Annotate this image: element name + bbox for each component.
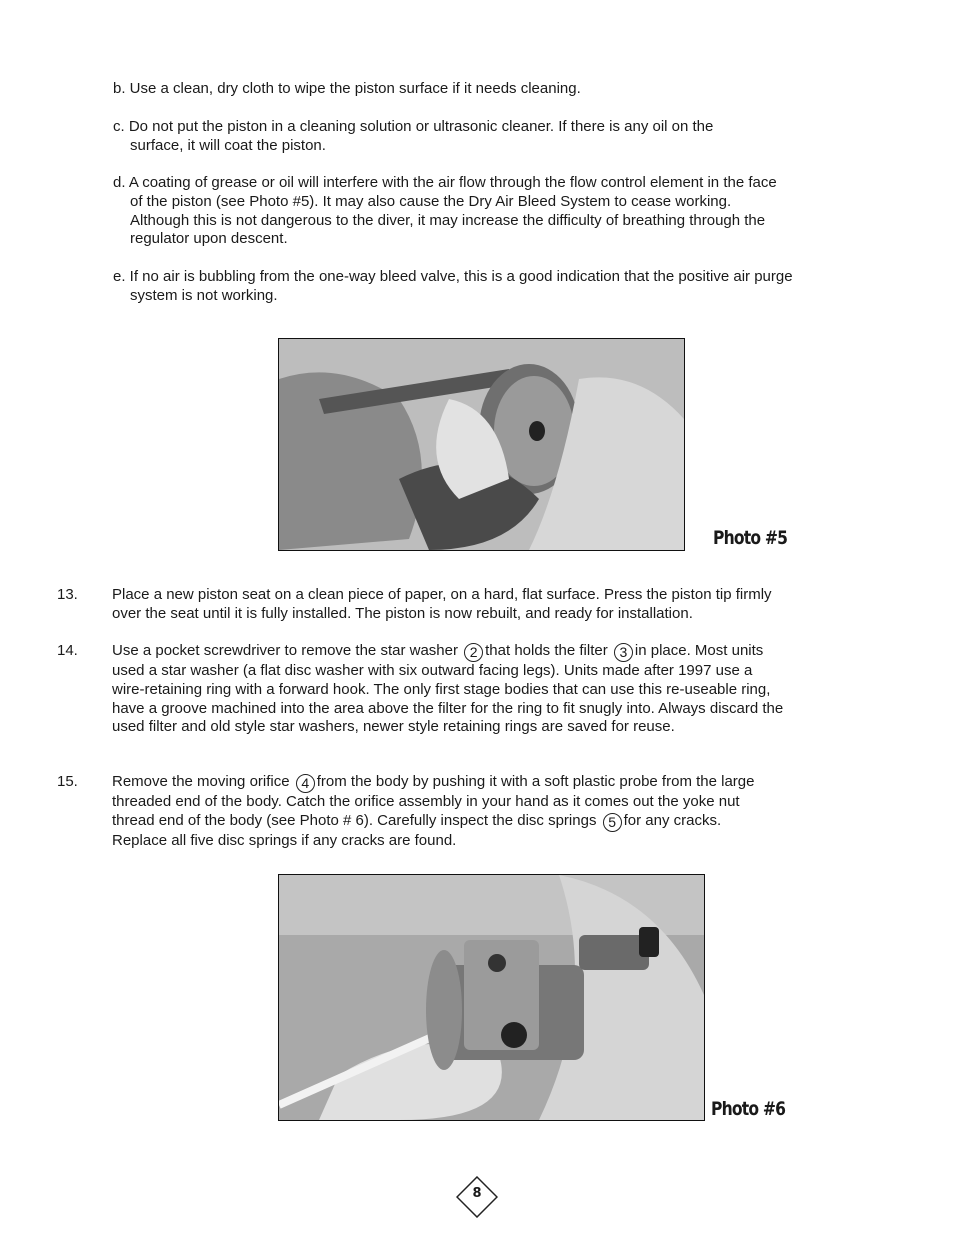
step-14-part-2: that holds the filter bbox=[485, 642, 608, 659]
step-15-number: 15. bbox=[57, 773, 78, 790]
step-15-part-3: for any cracks. Replace all five disc springs if any cracks are found. bbox=[112, 811, 722, 849]
step-14-part-1: Use a pocket screwdriver to remove the star washer bbox=[112, 642, 458, 659]
step-15-part-2: from the body by pushing it with a soft plastic probe from the large threaded end of the body. Catch the orifice assembly in your hand as it comes out the yoke nut thread end of the body (see Photo # 6). Carefully inspect the disc springs bbox=[112, 773, 755, 829]
step-13-number: 13. bbox=[57, 586, 78, 603]
page-number: 8 bbox=[472, 1186, 482, 1201]
instruction-c-text: c. Do not put the piston in a cleaning solution or ultrasonic cleaner. If there is any oil on the surface, it will coat the piston. bbox=[113, 118, 714, 154]
photo-5-caption: Photo #5 bbox=[713, 527, 788, 549]
step-14-part-3: in place. Most units used a star washer (a flat disc washer with six outward facing legs). Units made after 1997 use a wire-retaining ring with a forward hook. The only first stage bodies that can use this re-useable ring, have a groove machined into the area above the filter for the ring to fit snugly into. Always discard the used filter and old style star washers, newer style retaining rings are saved for reuse. bbox=[112, 642, 784, 736]
photo-6-caption: Photo #6 bbox=[711, 1098, 786, 1120]
instruction-c bbox=[113, 118, 733, 156]
photo-5 bbox=[278, 338, 685, 551]
instruction-e bbox=[113, 268, 803, 306]
photo-6 bbox=[278, 874, 705, 1121]
step-14-number: 14. bbox=[57, 642, 78, 659]
step-15-text bbox=[112, 773, 772, 851]
instruction-b bbox=[113, 80, 793, 99]
instruction-b-text: b. Use a clean, dry cloth to wipe the piston surface if it needs cleaning. bbox=[113, 80, 581, 97]
callout-5: 5 bbox=[603, 813, 622, 832]
step-15-part-1: Remove the moving orifice bbox=[112, 773, 290, 790]
callout-4: 4 bbox=[296, 774, 315, 793]
instruction-d bbox=[113, 174, 793, 249]
step-13-text: Place a new piston seat on a clean piece of paper, on a hard, flat surface. Press the piston tip firmly over the seat until it is fully installed. The piston is now rebuilt, and ready for installation. bbox=[112, 586, 772, 622]
photo-5-image bbox=[279, 339, 684, 550]
page-number-badge bbox=[456, 1176, 498, 1218]
instruction-e-text: e. If no air is bubbling from the one-way bleed valve, this is a good indication that the positive air purge system is not working. bbox=[113, 268, 793, 304]
step-14-text bbox=[112, 642, 784, 737]
callout-2: 2 bbox=[464, 643, 483, 662]
photo-6-image bbox=[279, 875, 704, 1120]
callout-3: 3 bbox=[614, 643, 633, 662]
instruction-d-text: d. A coating of grease or oil will interfere with the air flow through the flow control element in the face of the piston (see Photo #5). It may also cause the Dry Air Bleed System to cease working. Although this is not dangerous to the diver, it may increase the difficulty of breathing through the regulator upon descent. bbox=[113, 174, 777, 248]
